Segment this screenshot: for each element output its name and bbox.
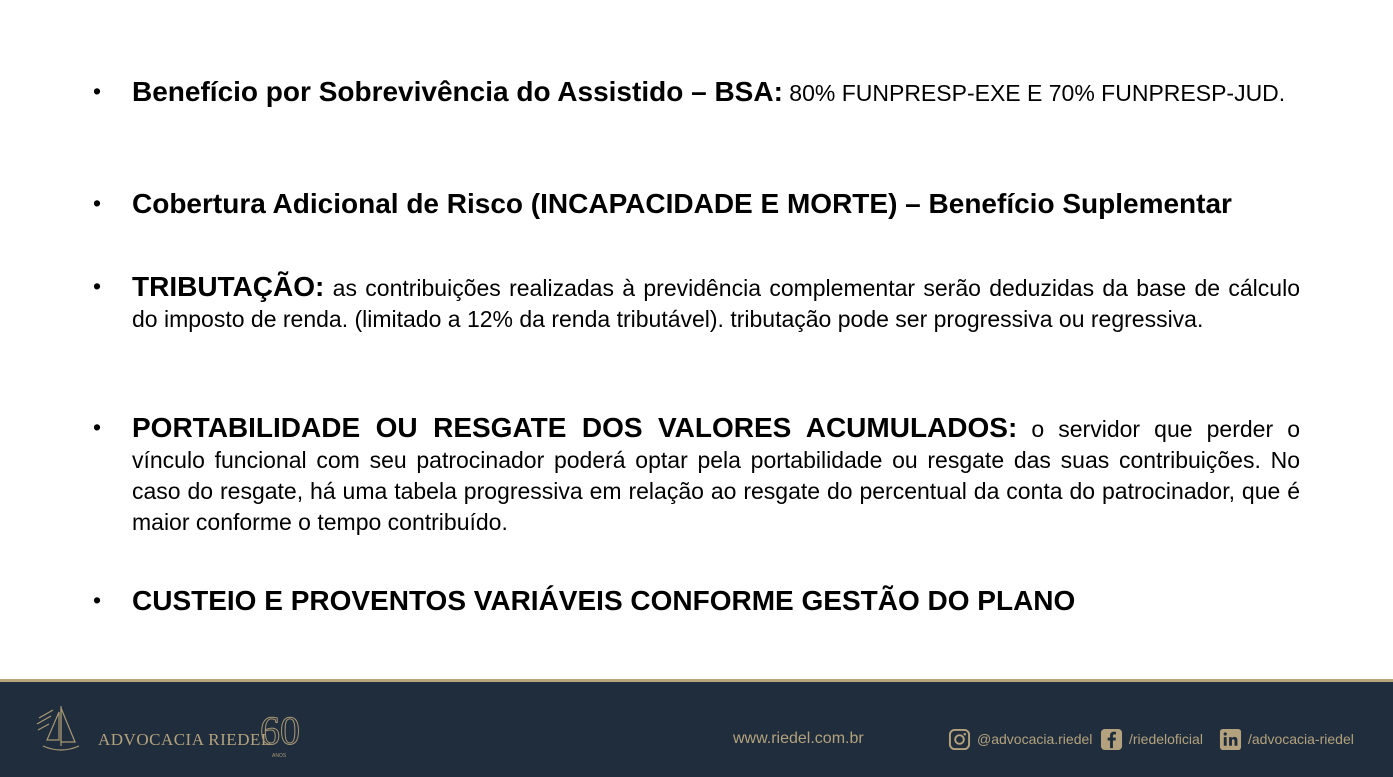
- bullet-portabilidade: [93, 412, 1300, 538]
- sailboat-logo-icon: [35, 702, 87, 758]
- bullet-heading: CUSTEIO E PROVENTOS VARIÁVEIS CONFORME GESTÃO DO PLANO: [132, 585, 1076, 616]
- bullet-custeio: [93, 585, 1300, 616]
- bullet-body: 80% FUNPRESP-EXE E 70% FUNPRESP-JUD.: [782, 80, 1286, 106]
- facebook-icon: [1100, 728, 1123, 751]
- bullet-marker: •: [93, 273, 102, 299]
- anniversary-number: 60: [260, 708, 300, 753]
- instagram-handle: @advocacia.riedel: [977, 731, 1093, 747]
- bullet-text: [132, 76, 1300, 109]
- instagram-icon: [948, 728, 971, 751]
- linkedin-link[interactable]: [1219, 726, 1354, 752]
- anniversary-label: ANOS: [272, 753, 287, 759]
- bullet-cobertura: [93, 188, 1300, 219]
- facebook-handle: /riedeloficial: [1129, 731, 1203, 747]
- bullet-marker: •: [93, 78, 102, 104]
- bullet-tributacao: [93, 271, 1300, 335]
- bullet-heading: Cobertura Adicional de Risco (INCAPACIDADE E MORTE) – Benefício Suplementar: [132, 188, 1232, 219]
- facebook-link[interactable]: [1100, 726, 1203, 752]
- bullet-heading: TRIBUTAÇÃO:: [132, 271, 325, 302]
- anniversary-badge: [258, 700, 300, 760]
- bullet-marker: •: [93, 414, 102, 440]
- brand-name: ADVOCACIA RIEDEL: [98, 730, 272, 749]
- bullet-heading: Benefício por Sobrevivência do Assistido – BSA:: [132, 76, 783, 107]
- bullet-marker: •: [93, 190, 102, 216]
- bullet-body: o servidor que perder o vínculo funcional com seu patrocinador poderá optar pela portabilidade ou resgate das suas contribuições. No caso do resgate, há uma tabela progressiva em relação ao resgate do percentual da conta do patrocinador, que é maior conforme o tempo contribuído.: [132, 416, 1300, 535]
- bullet-bsa: [93, 76, 1300, 109]
- footer: [0, 682, 1393, 777]
- bullet-text: [132, 412, 1300, 538]
- linkedin-icon: [1219, 728, 1242, 751]
- instagram-link[interactable]: [948, 726, 1092, 752]
- bullet-marker: •: [93, 587, 102, 613]
- bullet-body: as contribuições realizadas à previdência complementar serão deduzidas da base de cálculo do imposto de renda. (limitado a 12% da renda tributável). tributação pode ser progressiva ou regressiva.: [132, 275, 1300, 332]
- linkedin-handle: /advocacia-riedel: [1248, 731, 1354, 747]
- bullet-heading: PORTABILIDADE OU RESGATE DOS VALORES ACUMULADOS:: [132, 412, 1018, 443]
- bullet-text: [132, 271, 1300, 335]
- website-link[interactable]: www.riedel.com.br: [733, 730, 864, 747]
